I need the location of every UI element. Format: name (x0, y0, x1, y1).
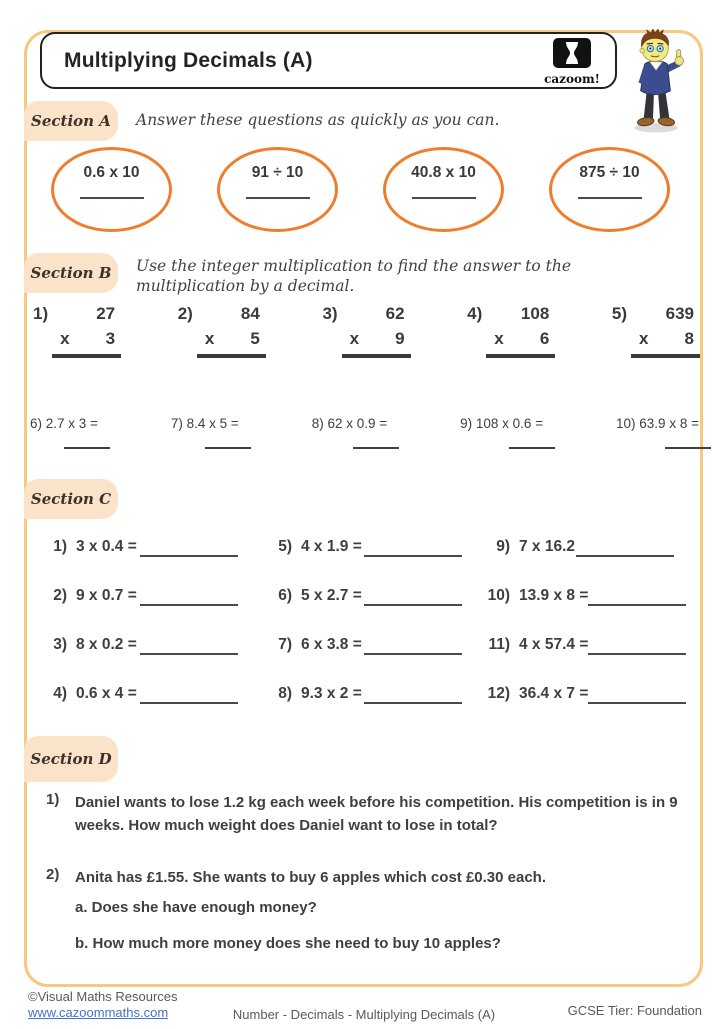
word-problem (46, 791, 682, 837)
answer-blank (509, 431, 555, 449)
multiplicand: 639 (665, 304, 694, 323)
answer-blank (364, 685, 462, 704)
section-b-inline-problems (30, 416, 699, 449)
problem-number: 3) (53, 636, 67, 653)
vertical-problem (178, 304, 260, 358)
problem-expression: 6 x 3.8 = (301, 636, 362, 653)
cazoom-logo (539, 38, 605, 86)
problem (262, 685, 480, 734)
problem-text: Anita has £1.55. She wants to buy 6 apples which cost £0.30 each. (75, 869, 547, 886)
inline-problem (312, 416, 387, 449)
oval-expression: 875 ÷ 10 (579, 164, 640, 181)
operator: x (60, 329, 70, 348)
inline-problem (30, 416, 98, 449)
answer-blank (588, 685, 686, 704)
problem (262, 538, 480, 587)
problem-number: 4) (467, 304, 483, 323)
hourglass-icon (553, 38, 591, 68)
section-a-tab: Section A (24, 101, 118, 141)
problem (480, 636, 679, 685)
problem (37, 636, 262, 685)
problem-number: 4) (53, 685, 67, 702)
section-b-vertical-problems (33, 304, 694, 358)
answer-line (342, 354, 411, 358)
answer-blank (64, 431, 110, 449)
answer-blank (588, 636, 686, 655)
problem-expression: 3 x 0.4 = (76, 538, 137, 555)
answer-blank (576, 538, 674, 557)
problem-number: 5) (278, 538, 292, 555)
problem-number: 12) (487, 685, 510, 702)
problem (37, 685, 262, 734)
vertical-calc (60, 304, 115, 358)
multiplicand: 62 (385, 304, 405, 323)
problem (480, 685, 679, 734)
problem-number: 1) (53, 538, 67, 555)
section-c-tab: Section C (24, 479, 118, 519)
oval-question (51, 147, 172, 232)
answer-line (52, 354, 121, 358)
title-box (40, 32, 617, 89)
vertical-calc (494, 304, 549, 358)
vertical-calc (350, 304, 405, 358)
answer-blank (205, 431, 251, 449)
operator: x (204, 329, 215, 348)
vertical-problem (33, 304, 115, 358)
answer-line (197, 354, 266, 358)
problem-number: 2) (46, 866, 60, 883)
problem-expression: 9 x 0.7 = (76, 587, 137, 604)
oval-question (383, 147, 504, 232)
problem-number: 3) (322, 304, 338, 323)
mascot-boy-thumbs-up (616, 29, 694, 134)
answer-blank (364, 636, 462, 655)
copyright-text: ©Visual Maths Resources (28, 989, 178, 1004)
page-title: Multiplying Decimals (A) (64, 48, 313, 72)
multiplier: 5 (250, 329, 260, 348)
section-b-instruction: Use the integer multiplication to find the answer to the multiplication by a decimal. (136, 257, 572, 295)
answer-blank (364, 538, 462, 557)
problem-number: 1) (46, 791, 60, 808)
vertical-problem (612, 304, 694, 358)
problem-expression: 4 x 1.9 = (301, 538, 362, 555)
problem (37, 587, 262, 636)
problem (262, 636, 480, 685)
problem-expression: 8) 62 x 0.9 = (311, 416, 388, 431)
operator: x (494, 329, 504, 348)
problem-expression: 7) 8.4 x 5 = (170, 416, 239, 431)
problem-number: 11) (488, 636, 510, 653)
operator: x (639, 329, 649, 348)
vertical-calc (639, 304, 694, 358)
problem-number: 1) (33, 304, 49, 323)
multiplier: 3 (105, 329, 116, 348)
problem-text: Daniel wants to lose 1.2 kg each week before his competition. His competition is in 9 weeks. How much weight does Daniel want to lose in total? (75, 794, 678, 834)
oval-question (549, 147, 670, 232)
problem-expression: 13.9 x 8 = (519, 587, 589, 604)
answer-blank (246, 182, 310, 199)
vertical-calc (205, 304, 260, 358)
oval-expression: 40.8 x 10 (411, 164, 476, 181)
website-link[interactable]: www.cazoommaths.com (28, 1005, 169, 1020)
oval-expression: 91 ÷ 10 (251, 164, 304, 181)
section-a-ovals (24, 147, 700, 232)
answer-blank (364, 587, 462, 606)
vertical-problem (467, 304, 549, 358)
breadcrumb: Number - Decimals - Multiplying Decimals (A) (232, 1007, 496, 1022)
multiplicand: 27 (96, 304, 116, 323)
problem-number: 9) (496, 538, 510, 555)
problem-expression: 10) 63.9 x 8 = (616, 416, 699, 431)
answer-blank (665, 431, 711, 449)
problem-number: 6) (278, 587, 292, 604)
problem-number: 8) (278, 685, 292, 702)
operator: x (349, 329, 360, 348)
problem-expression: 4 x 57.4 = (519, 636, 589, 653)
inline-problem (460, 416, 543, 449)
answer-blank (353, 431, 399, 449)
problem-number: 7) (278, 636, 292, 653)
word-problem (46, 866, 682, 889)
problem-expression: 5 x 2.7 = (301, 587, 362, 604)
section-c-problems (37, 538, 679, 734)
problem-expression: 8 x 0.2 = (76, 636, 137, 653)
answer-blank (140, 685, 238, 704)
problem-number: 5) (611, 304, 627, 323)
answer-blank (140, 538, 238, 557)
multiplicand: 108 (520, 304, 550, 323)
vertical-problem (322, 304, 404, 358)
section-d-tab: Section D (24, 736, 118, 782)
inline-problem (616, 416, 699, 449)
answer-blank (80, 182, 144, 199)
answer-blank (412, 182, 476, 199)
problem-number: 10) (487, 587, 510, 604)
answer-blank (578, 182, 642, 199)
problem-number: 2) (177, 304, 193, 323)
tier-label: GCSE Tier: Foundation (567, 1003, 702, 1018)
multiplicand: 84 (240, 304, 260, 323)
problem (262, 587, 480, 636)
oval-expression: 0.6 x 10 (83, 164, 140, 181)
problem-expression: 36.4 x 7 = (519, 685, 589, 702)
answer-line (631, 354, 700, 358)
problem (480, 587, 679, 636)
problem-expression: 9.3 x 2 = (301, 685, 362, 702)
section-b-tab: Section B (24, 253, 118, 293)
multiplier: 8 (684, 329, 694, 348)
problem (480, 538, 679, 587)
oval-question (217, 147, 338, 232)
logo-brand-text: cazoom! (544, 72, 600, 86)
sub-question-b: b. How much more money does she need to buy 10 apples? (75, 935, 501, 952)
problem-expression: 9) 108 x 0.6 = (460, 416, 544, 431)
answer-line (486, 354, 555, 358)
problem-expression: 6) 2.7 x 3 = (30, 416, 98, 431)
answer-blank (140, 587, 238, 606)
problem (37, 538, 262, 587)
inline-problem (171, 416, 239, 449)
problem-number: 2) (53, 587, 67, 604)
answer-blank (588, 587, 686, 606)
sub-question-a: a. Does she have enough money? (75, 899, 317, 916)
problem-expression: 7 x 16.2 (519, 538, 576, 555)
section-a-instruction: Answer these questions as quickly as you can. (136, 111, 500, 129)
multiplier: 9 (395, 329, 405, 348)
answer-blank (140, 636, 238, 655)
multiplier: 6 (539, 329, 550, 348)
problem-expression: 0.6 x 4 = (76, 685, 137, 702)
